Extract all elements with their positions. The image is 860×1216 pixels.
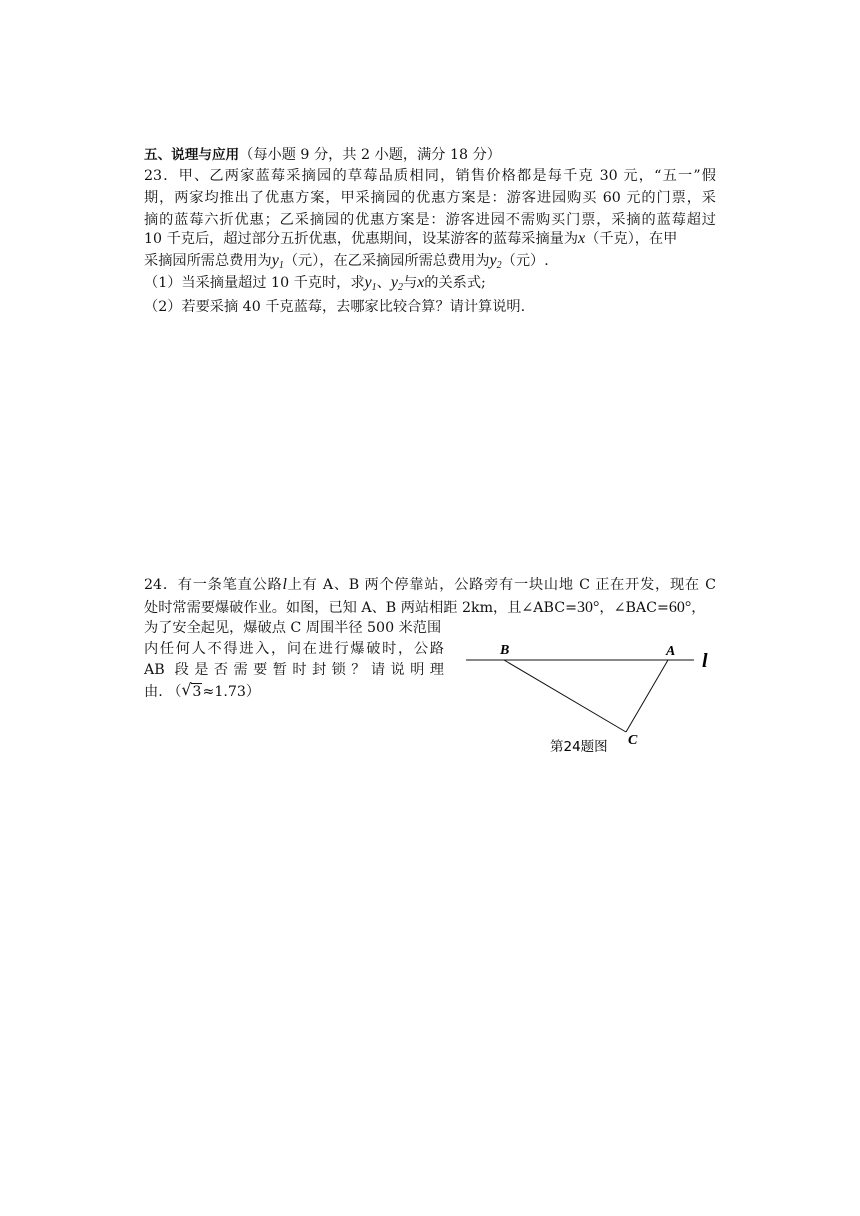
- q23-part-1: [144, 274, 486, 297]
- angle-abc: 30°: [576, 599, 600, 616]
- q23-part-1-sep: 、: [376, 275, 391, 291]
- section-heading: [144, 146, 501, 164]
- section-note: （每小题 9 分，共 2 小题，满分 18 分）: [239, 147, 501, 163]
- q24-line-2-text-c: ，: [691, 600, 706, 616]
- q23-line-5-text-a: 采摘园所需总费用为: [144, 253, 272, 269]
- q24-line-2-text-a: 处时常需要爆破作业。如图，已知 A、B 两站相距 2km，且∠ABC=: [144, 600, 577, 616]
- label-c: C: [628, 733, 638, 748]
- label-b: B: [500, 643, 510, 658]
- var-y1: $y_1$: [271, 252, 284, 271]
- figure-diagram: [462, 636, 722, 766]
- var-l: l: [282, 576, 287, 593]
- q23-line-5-text-b: （元），在乙采摘园所需总费用为: [283, 253, 490, 269]
- angle-bac: 60°: [668, 599, 692, 616]
- q23-part-1-text-a: （1）当采摘量超过 10 千克时，求: [144, 275, 365, 291]
- q24-line-6: [144, 680, 261, 701]
- q23-part-2: （2）若要采摘 40 千克蓝莓，去哪家比较合算？请计算说明.: [144, 299, 526, 315]
- q23-line-5-text-c: （元）.: [501, 253, 549, 269]
- q23-line-2: 期，两家均推出了优惠方案，甲采摘园的优惠方案是：游客进园购买 60 元的门票，采: [144, 190, 716, 206]
- sqrt-expression: √ 3: [181, 680, 202, 700]
- q24-line-5: AB 段是否需要暂时封锁？请说明理: [144, 662, 444, 678]
- q24-line-1-text-a: 24．有一条笔直公路: [144, 577, 283, 593]
- figure-caption: 第24题图: [550, 739, 608, 755]
- var-y1: $y_1$: [364, 274, 377, 293]
- var-x: x: [578, 230, 586, 247]
- segment-bc: [504, 660, 626, 732]
- q24-line-3: 为了安全起见，爆破点 C 周围半径 500 米范围: [144, 620, 442, 636]
- q23-line-4: [144, 230, 677, 248]
- q23-line-4-text-a: 10 千克后，超过部分五折优惠，优惠期间，设某游客的蓝莓采摘量为: [144, 231, 579, 247]
- q23-line-3: 摘的蓝莓六折优惠；乙采摘园的优惠方案是：游客进园不需购买门票，采摘的蓝莓超过: [144, 212, 716, 228]
- q23-part-1-text-c: 与: [402, 275, 418, 291]
- figure-q24: [462, 636, 722, 766]
- q24-line-6-text-a: 由. （: [144, 684, 182, 700]
- label-l: l: [702, 650, 708, 672]
- label-a: A: [666, 644, 676, 659]
- q24-line-2: [144, 599, 706, 617]
- q24-line-2-text-b: ，∠BAC=: [599, 600, 669, 616]
- q24-line-6-text-b: ≈1.73）: [202, 684, 261, 700]
- var-x: x: [417, 274, 425, 291]
- segment-ac: [626, 660, 668, 732]
- q24-line-1: [144, 576, 716, 594]
- q23-line-1: 23．甲、乙两家蓝莓采摘园的草莓品质相同，销售价格都是每千克 30 元，“五一”假: [144, 168, 716, 184]
- q24-line-4: 内任何人不得进入，问在进行爆破时，公路: [144, 641, 444, 657]
- q23-line-5: [144, 252, 549, 275]
- q23-part-1-text-d: 的关系式;: [424, 275, 486, 291]
- section-title: 五、说理与应用: [144, 147, 240, 163]
- var-y2: $y_2$: [489, 252, 502, 271]
- q23-line-4-text-b: （千克），在甲: [585, 231, 678, 247]
- var-y2: $y_2$: [390, 274, 403, 293]
- q24-line-1-text-b: 上有 A、B 两个停靠站，公路旁有一块山地 C 正在开发，现在 C: [286, 577, 716, 593]
